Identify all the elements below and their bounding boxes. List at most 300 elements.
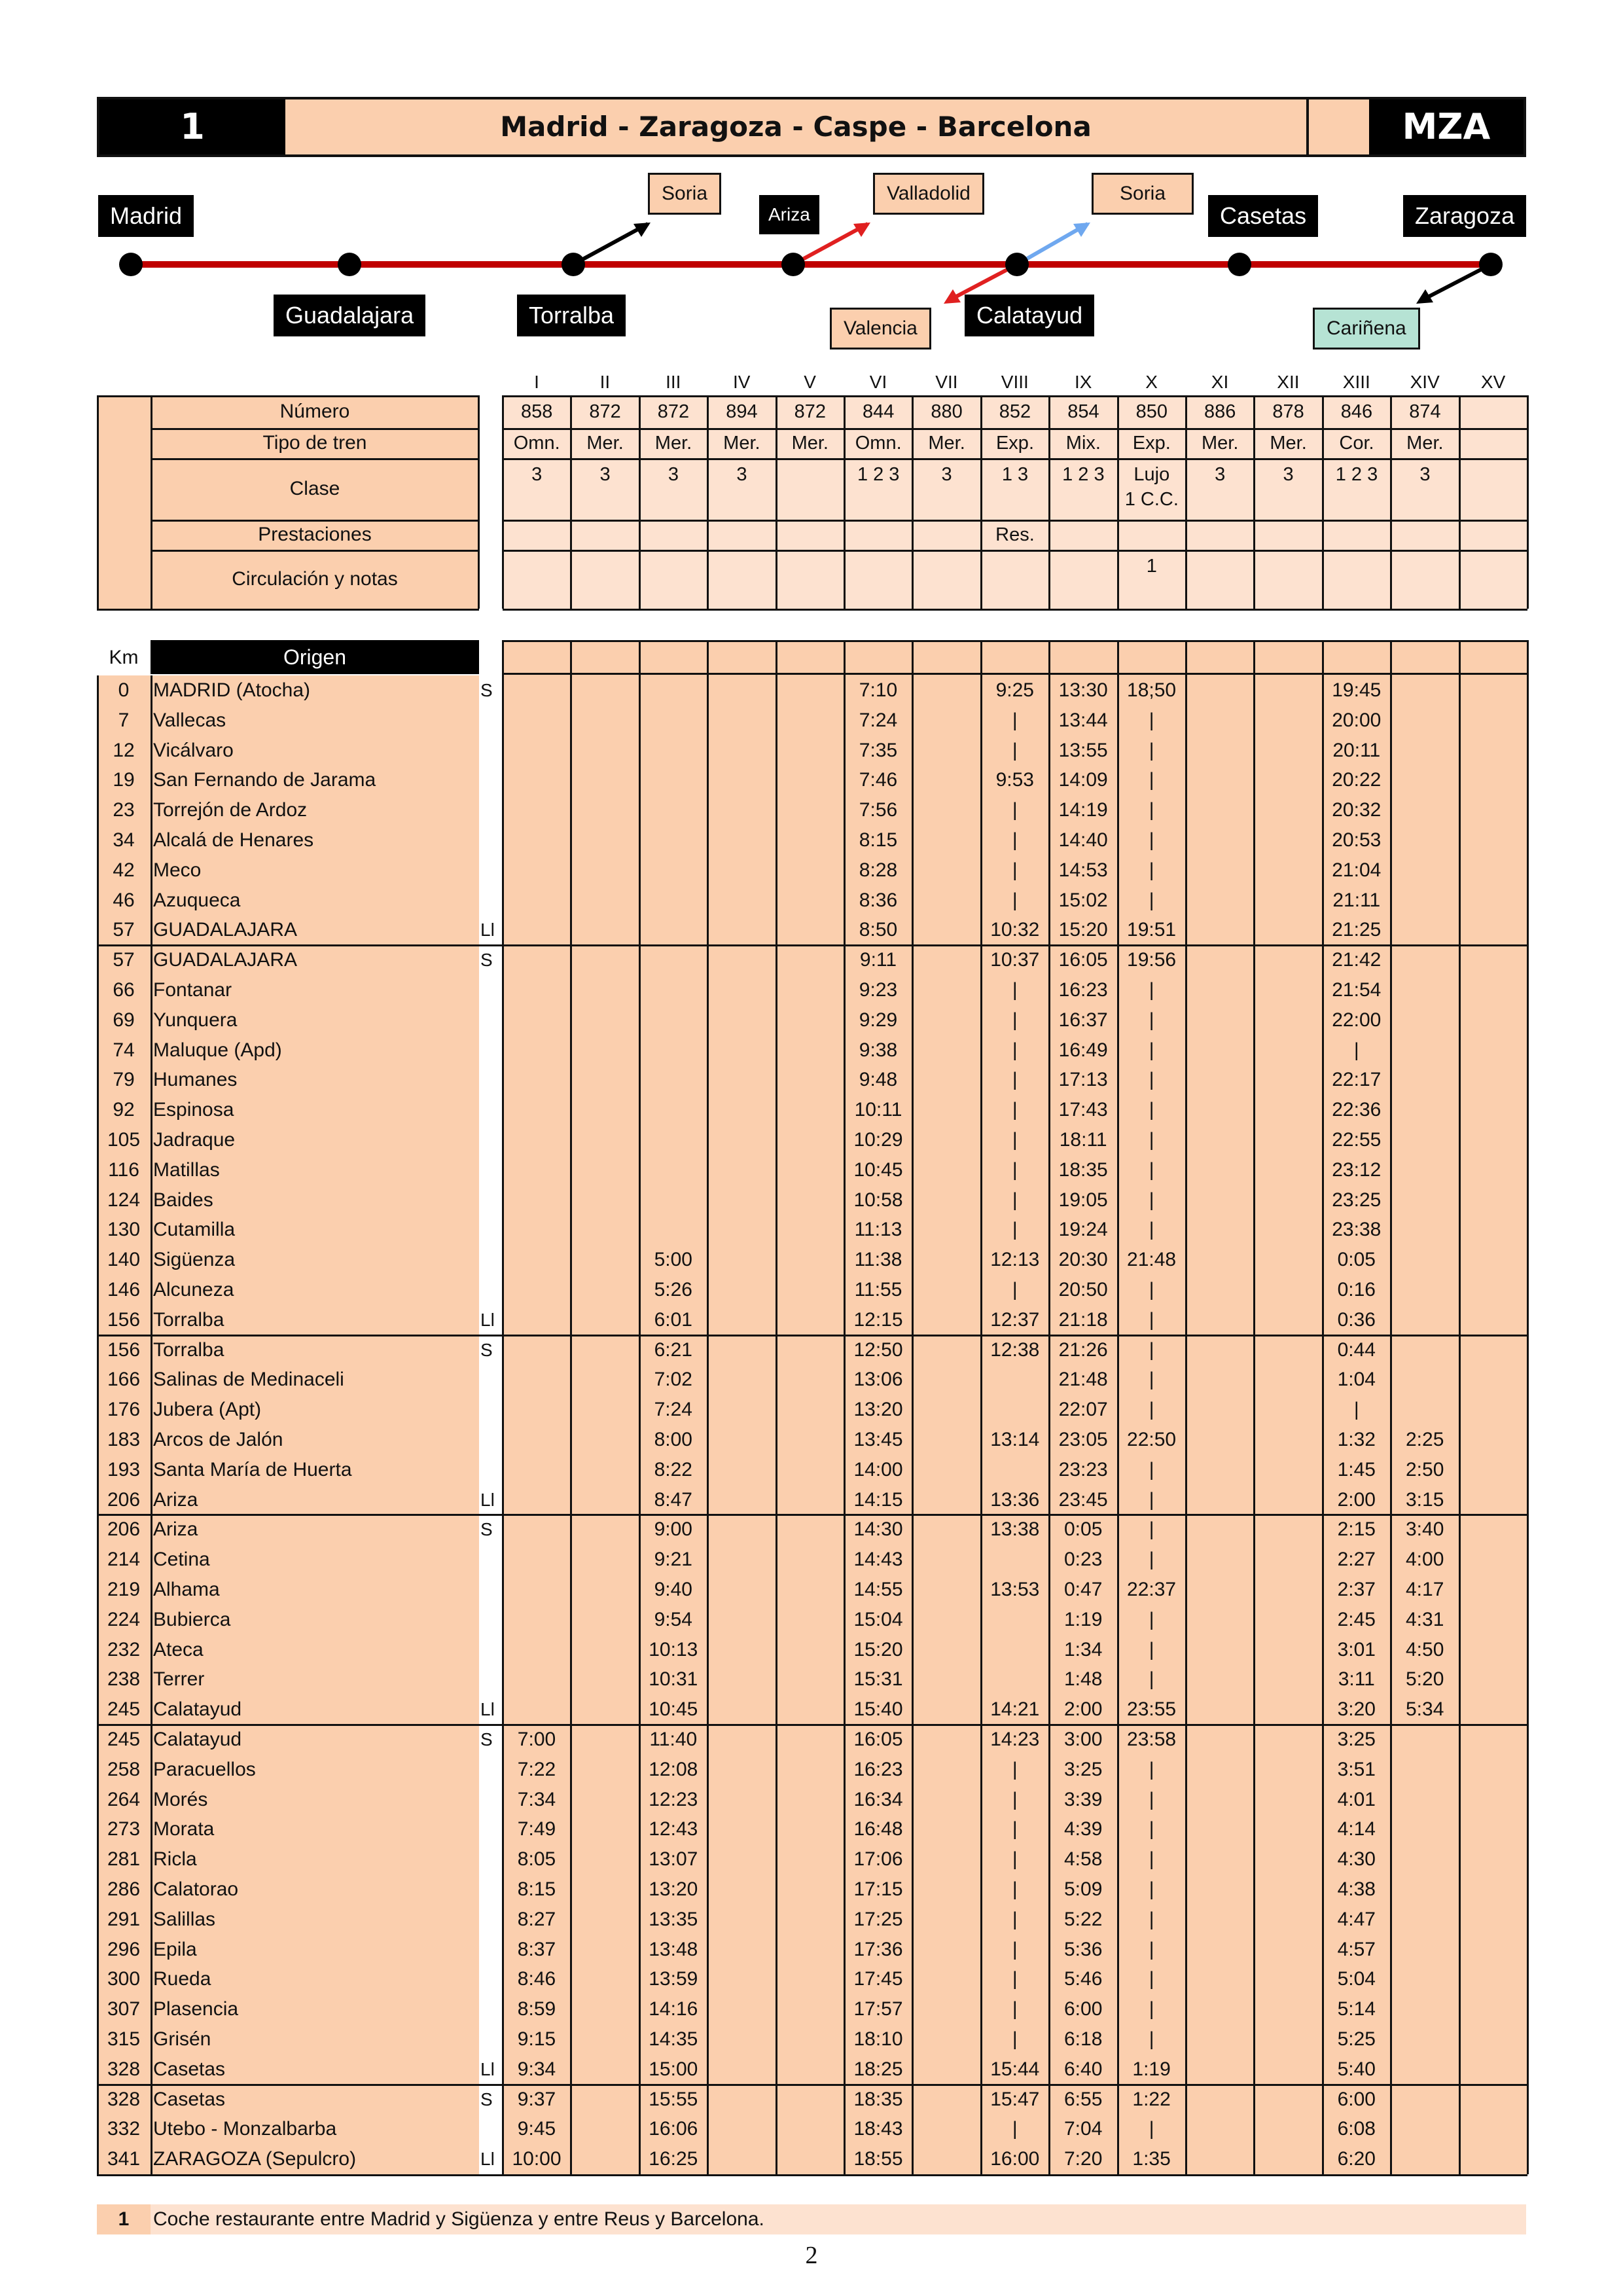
time-cell: [776, 2024, 844, 2054]
time-cell: [1254, 1725, 1322, 1755]
time-cell: [639, 736, 707, 766]
time-cell: 18:10: [853, 2028, 903, 2050]
time-cell: 17:36: [853, 1938, 903, 1960]
time-cell: 10:37: [990, 949, 1040, 971]
station-name: MADRID (Atocha): [153, 679, 311, 701]
time-cell: [1254, 675, 1322, 706]
time-cell: [707, 1425, 776, 1455]
time-cell: 6:00: [1063, 1998, 1103, 2020]
time-cell: [639, 1005, 707, 1035]
arrival-departure-mark: Ll: [480, 1309, 495, 1330]
station-name: Calatayud: [153, 1729, 242, 1750]
km-cell: 92: [113, 1099, 135, 1121]
arrival-departure-mark: [480, 1664, 500, 1695]
train-tipo-cell: Cor.: [1339, 433, 1374, 454]
time-cell: [1391, 1185, 1459, 1215]
time-cell: 16:05: [853, 1729, 903, 1750]
time-cell: 2:00: [1063, 1698, 1103, 1721]
time-cell: 17:57: [853, 1998, 903, 2020]
row-label-tipo: Tipo de tren: [262, 432, 367, 454]
train-numero-cell: 850: [1135, 401, 1168, 422]
time-cell: [1391, 1035, 1459, 1066]
grid-line: [844, 395, 846, 609]
time-cell: [1459, 1335, 1527, 1365]
time-cell: 19:24: [1058, 1219, 1108, 1241]
time-cell: 8:46: [517, 1968, 556, 1990]
station-name: Plasencia: [153, 1998, 239, 2020]
time-cell: 19:45: [1332, 679, 1382, 701]
time-cell: 9:48: [859, 1069, 898, 1091]
time-cell: 23:23: [1058, 1458, 1108, 1480]
time-cell: [1186, 1395, 1254, 1425]
time-cell: [1391, 975, 1459, 1005]
time-cell: 7:20: [1063, 2148, 1103, 2170]
time-cell: [776, 1275, 844, 1305]
time-cell: |: [1012, 1788, 1018, 1810]
grid-line: [151, 550, 479, 552]
time-cell: [776, 795, 844, 825]
time-cell: [1459, 2144, 1527, 2174]
km-cell: 315: [107, 2028, 141, 2050]
time-cell: [776, 1575, 844, 1605]
time-cell: [776, 975, 844, 1005]
time-cell: [1186, 855, 1254, 886]
column-header: V: [804, 372, 816, 392]
km-cell: 328: [107, 2058, 141, 2080]
grid-line: [97, 395, 99, 609]
time-cell: 23:12: [1332, 1158, 1382, 1181]
time-cell: 14:35: [649, 2028, 698, 2050]
train-numero-cell: 872: [589, 401, 621, 422]
time-cell: |: [1012, 1908, 1018, 1930]
train-clase-cell: 3: [736, 464, 747, 485]
time-cell: 10:11: [854, 1099, 902, 1121]
time-cell: [912, 1905, 980, 1935]
station-name: Sigüenza: [153, 1249, 236, 1271]
time-cell: [1391, 2024, 1459, 2054]
time-cell: [1254, 1964, 1322, 1994]
time-cell: 13:14: [990, 1429, 1040, 1450]
time-cell: [1254, 1185, 1322, 1215]
time-cell: |: [1012, 1009, 1018, 1031]
station-name: Cetina: [153, 1549, 210, 1571]
time-cell: 10:13: [649, 1638, 698, 1660]
time-cell: [639, 1155, 707, 1185]
time-cell: [571, 1275, 639, 1305]
time-cell: |: [1149, 889, 1154, 911]
grid-line: [503, 673, 1527, 675]
time-cell: [1186, 1125, 1254, 1155]
time-cell: [1391, 736, 1459, 766]
time-cell: [639, 825, 707, 855]
time-cell: 10:32: [990, 919, 1040, 941]
time-cell: [1254, 1515, 1322, 1545]
arrival-departure-mark: [480, 1755, 500, 1785]
time-cell: [1254, 1605, 1322, 1635]
time-cell: [1254, 1814, 1322, 1844]
arrival-departure-mark: [480, 975, 500, 1005]
time-cell: [1459, 1755, 1527, 1785]
time-cell: [1186, 1245, 1254, 1275]
arrival-departure-mark: [480, 1575, 500, 1605]
time-cell: 13:20: [649, 1878, 698, 1900]
arrival-departure-mark: [480, 1635, 500, 1665]
time-cell: [1254, 1785, 1322, 1815]
time-cell: 1:34: [1063, 1638, 1103, 1660]
time-cell: [1186, 1185, 1254, 1215]
time-cell: [912, 736, 980, 766]
time-cell: [707, 1785, 776, 1815]
train-numero-cell: 874: [1409, 401, 1441, 422]
time-cell: 3:40: [1405, 1518, 1444, 1541]
time-cell: [1254, 1695, 1322, 1725]
time-cell: 7:10: [859, 679, 898, 701]
time-cell: 9:15: [517, 2028, 556, 2050]
time-cell: [912, 945, 980, 975]
time-cell: |: [1012, 1129, 1018, 1151]
time-cell: |: [1012, 1758, 1018, 1780]
time-cell: 20:50: [1058, 1279, 1108, 1300]
time-cell: [503, 1125, 571, 1155]
train-tipo-cell: Mer.: [1406, 433, 1444, 454]
time-cell: [1186, 1305, 1254, 1335]
time-cell: [503, 1185, 571, 1215]
time-cell: 14:19: [1058, 799, 1108, 821]
line-title: Madrid - Zaragoza - Caspe - Barcelona: [500, 111, 1092, 143]
time-cell: 20:30: [1058, 1249, 1108, 1271]
time-cell: 3:25: [1063, 1758, 1103, 1780]
time-cell: 16:05: [1058, 949, 1108, 971]
train-tipo-cell: Mix.: [1065, 433, 1101, 454]
time-cell: 1:04: [1337, 1369, 1376, 1391]
arrival-departure-mark: [480, 1215, 500, 1245]
branch-label-valencia: Valencia: [830, 308, 931, 350]
time-cell: [639, 975, 707, 1005]
train-clase-cell: 1 2 3: [1335, 464, 1378, 485]
time-cell: [776, 1185, 844, 1215]
time-cell: [707, 2114, 776, 2144]
time-cell: [503, 1515, 571, 1545]
time-cell: [1459, 675, 1527, 706]
time-cell: [1459, 1485, 1527, 1515]
branch-label-valladolid: Valladolid: [873, 173, 984, 215]
time-cell: [1186, 1814, 1254, 1844]
station-name: Calatayud: [153, 1698, 242, 1721]
time-cell: [912, 2114, 980, 2144]
time-cell: 0:36: [1337, 1308, 1376, 1331]
time-cell: 7:02: [654, 1369, 692, 1391]
arrival-departure-mark: [480, 1935, 500, 1965]
column-header: XIII: [1342, 372, 1370, 392]
time-cell: [1186, 2114, 1254, 2144]
time-cell: [912, 1964, 980, 1994]
time-cell: |: [1149, 1338, 1154, 1361]
time-cell: [707, 1545, 776, 1575]
time-cell: [1391, 675, 1459, 706]
time-cell: [1186, 2085, 1254, 2115]
time-cell: 14:55: [853, 1579, 903, 1600]
footnote-text: Coche restaurante entre Madrid y Sigüenza y entre Reus y Barcelona.: [153, 2208, 764, 2230]
time-cell: |: [1149, 1308, 1154, 1331]
time-cell: [707, 915, 776, 945]
time-cell: 18:55: [853, 2148, 903, 2170]
time-cell: 11:13: [854, 1219, 902, 1241]
time-cell: 15:44: [990, 2058, 1040, 2080]
time-cell: [981, 1365, 1049, 1395]
time-cell: [1459, 795, 1527, 825]
station-name: Ricla: [153, 1848, 197, 1871]
time-cell: [1254, 1275, 1322, 1305]
time-cell: [639, 795, 707, 825]
time-cell: [1186, 2024, 1254, 2054]
time-cell: [1459, 975, 1527, 1005]
time-cell: [776, 1814, 844, 1844]
time-cell: 12:15: [853, 1308, 903, 1331]
station-name: Vicálvaro: [153, 739, 234, 761]
time-cell: [912, 1365, 980, 1395]
time-cell: [1391, 1725, 1459, 1755]
time-cell: [912, 1725, 980, 1755]
time-cell: 6:55: [1063, 2088, 1103, 2110]
time-cell: [707, 1695, 776, 1725]
station-name: Morata: [153, 1818, 215, 1840]
time-cell: [571, 1185, 639, 1215]
time-cell: [1186, 1905, 1254, 1935]
time-cell: [1459, 1035, 1527, 1066]
time-cell: [639, 915, 707, 945]
km-cell: 214: [107, 1549, 141, 1571]
time-cell: 0:16: [1337, 1279, 1376, 1300]
time-cell: [503, 1305, 571, 1335]
time-cell: [707, 1755, 776, 1785]
time-cell: [571, 1994, 639, 2024]
time-cell: 9:23: [859, 979, 898, 1001]
grid-line: [844, 640, 846, 2174]
time-cell: [707, 2024, 776, 2054]
time-cell: 15:02: [1058, 889, 1108, 911]
time-cell: 9:37: [517, 2088, 556, 2110]
time-cell: [1391, 915, 1459, 945]
time-cell: [776, 855, 844, 886]
km-cell: 66: [113, 979, 135, 1001]
grid-line: [503, 550, 1527, 552]
time-cell: 10:29: [853, 1129, 903, 1151]
station-name: Fontanar: [153, 979, 232, 1001]
time-cell: [912, 1874, 980, 1905]
arrival-departure-mark: [480, 2114, 500, 2144]
grid-line: [1253, 640, 1255, 2174]
time-cell: [1459, 1874, 1527, 1905]
time-cell: |: [1012, 889, 1018, 911]
time-cell: [707, 675, 776, 706]
time-cell: 5:25: [1337, 2028, 1376, 2050]
km-cell: 0: [118, 679, 130, 701]
time-cell: 10:45: [649, 1698, 698, 1721]
time-cell: [1459, 1575, 1527, 1605]
origin-column-header: Origen: [151, 640, 479, 674]
time-cell: [776, 1664, 844, 1695]
time-cell: |: [1012, 1279, 1018, 1300]
station-name: Alhama: [153, 1579, 220, 1600]
time-cell: [571, 706, 639, 736]
station-name: Ateca: [153, 1638, 204, 1660]
time-cell: [1391, 1935, 1459, 1965]
km-cell: 12: [113, 739, 135, 761]
time-cell: [1391, 795, 1459, 825]
station-name: Matillas: [153, 1158, 220, 1181]
time-cell: 5:40: [1337, 2058, 1376, 2080]
time-cell: [776, 1155, 844, 1185]
km-cell: 105: [107, 1129, 141, 1151]
grid-line: [1322, 640, 1324, 2174]
time-cell: [1254, 975, 1322, 1005]
time-cell: [707, 825, 776, 855]
time-cell: [1186, 1275, 1254, 1305]
time-cell: [1391, 1905, 1459, 1935]
time-cell: |: [1149, 979, 1154, 1001]
branch-carinena: [1420, 264, 1491, 301]
km-cell: 42: [113, 859, 135, 881]
time-cell: [1186, 706, 1254, 736]
time-cell: [707, 2144, 776, 2174]
km-cell: 245: [107, 1729, 141, 1750]
time-cell: [1254, 2024, 1322, 2054]
time-cell: [571, 1635, 639, 1665]
km-cell: 193: [107, 1458, 141, 1480]
station-name: Grisén: [153, 2028, 211, 2050]
time-cell: [503, 886, 571, 916]
grid-line: [1185, 395, 1187, 609]
time-cell: 6:18: [1063, 2028, 1103, 2050]
time-cell: [1254, 1395, 1322, 1425]
station-dot: [1479, 253, 1503, 276]
time-cell: 12:38: [990, 1338, 1040, 1361]
km-cell: 116: [108, 1158, 139, 1181]
time-cell: [1186, 1964, 1254, 1994]
km-cell: 79: [113, 1069, 135, 1091]
time-cell: |: [1149, 1848, 1154, 1871]
time-cell: [1391, 1155, 1459, 1185]
grid-line: [1527, 640, 1529, 2174]
time-cell: [1186, 1844, 1254, 1874]
station-name: Jadraque: [153, 1129, 236, 1151]
time-cell: [1391, 1874, 1459, 1905]
station-zaragoza: Zaragoza: [1403, 195, 1526, 237]
time-cell: 14:16: [649, 1998, 698, 2020]
station-name: Arcos de Jalón: [153, 1429, 283, 1450]
km-cell: 341: [107, 2148, 141, 2170]
station-name: Rueda: [153, 1968, 211, 1990]
time-cell: [1459, 1215, 1527, 1245]
train-numero-cell: 894: [726, 401, 758, 422]
km-column-header: Km: [109, 647, 139, 668]
time-cell: 1:22: [1132, 2088, 1171, 2110]
time-cell: [1459, 706, 1527, 736]
train-clase-cell: 3: [599, 464, 611, 485]
time-cell: [1186, 1035, 1254, 1066]
time-cell: 9:53: [995, 769, 1034, 791]
grid-line: [1117, 640, 1119, 2174]
arrival-departure-mark: S: [480, 1339, 493, 1360]
time-cell: 4:57: [1337, 1938, 1376, 1960]
time-cell: [1459, 1395, 1527, 1425]
train-clase-cell: 3: [668, 464, 679, 485]
time-cell: |: [1149, 1069, 1154, 1091]
time-cell: 21:04: [1332, 859, 1382, 881]
time-cell: [1391, 1305, 1459, 1335]
km-cell: 206: [107, 1488, 141, 1511]
station-ariza: Ariza: [759, 195, 819, 234]
time-cell: [503, 1664, 571, 1695]
time-cell: [1254, 1575, 1322, 1605]
time-cell: 16:23: [853, 1758, 903, 1780]
time-cell: [571, 1365, 639, 1395]
time-cell: [1391, 2054, 1459, 2085]
time-cell: 2:37: [1337, 1579, 1376, 1600]
time-cell: [1254, 1664, 1322, 1695]
time-cell: 16:48: [853, 1818, 903, 1840]
time-cell: [912, 1275, 980, 1305]
time-cell: [1391, 1095, 1459, 1125]
time-cell: [912, 1335, 980, 1365]
km-cell: 286: [107, 1878, 141, 1900]
time-cell: [1186, 1755, 1254, 1785]
time-cell: [912, 1215, 980, 1245]
train-clase-cell: 3: [1283, 464, 1294, 485]
time-cell: [912, 825, 980, 855]
train-tipo-cell: Omn.: [513, 433, 560, 454]
time-cell: [571, 1755, 639, 1785]
train-numero-cell: 858: [521, 401, 553, 422]
time-cell: [639, 675, 707, 706]
station-name: Calatorao: [153, 1878, 239, 1900]
arrival-departure-mark: Ll: [480, 2149, 495, 2170]
time-cell: [776, 2144, 844, 2174]
time-cell: [1459, 736, 1527, 766]
time-cell: |: [1012, 709, 1018, 731]
train-numero-cell: 886: [1204, 401, 1236, 422]
time-cell: [776, 1125, 844, 1155]
train-clase-cell: 1 2 3: [1062, 464, 1105, 485]
time-cell: 5:09: [1063, 1878, 1103, 1900]
time-cell: 18;50: [1127, 679, 1177, 701]
grid-line: [151, 458, 479, 460]
time-cell: 2:15: [1337, 1518, 1376, 1541]
time-cell: [571, 2024, 639, 2054]
km-cell: 238: [107, 1668, 141, 1691]
time-cell: [571, 855, 639, 886]
time-cell: [707, 1275, 776, 1305]
km-cell: 273: [107, 1818, 141, 1840]
station-name: Maluque (Apd): [153, 1039, 282, 1061]
time-cell: 16:23: [1058, 979, 1108, 1001]
time-cell: [707, 1095, 776, 1125]
time-cell: [1391, 765, 1459, 795]
time-cell: 1:45: [1337, 1458, 1376, 1480]
time-cell: 5:00: [654, 1249, 692, 1271]
time-cell: [707, 1005, 776, 1035]
time-cell: [981, 1664, 1049, 1695]
time-cell: [503, 1545, 571, 1575]
station-name: Morés: [153, 1788, 208, 1810]
time-cell: 23:45: [1058, 1488, 1108, 1511]
train-tipo-cell: Mer.: [654, 433, 692, 454]
grid-line: [1048, 395, 1050, 609]
grid-line: [1459, 640, 1461, 2174]
time-cell: |: [1149, 2028, 1154, 2050]
train-clase-cell: 3: [1215, 464, 1226, 485]
arrival-departure-mark: [480, 706, 500, 736]
